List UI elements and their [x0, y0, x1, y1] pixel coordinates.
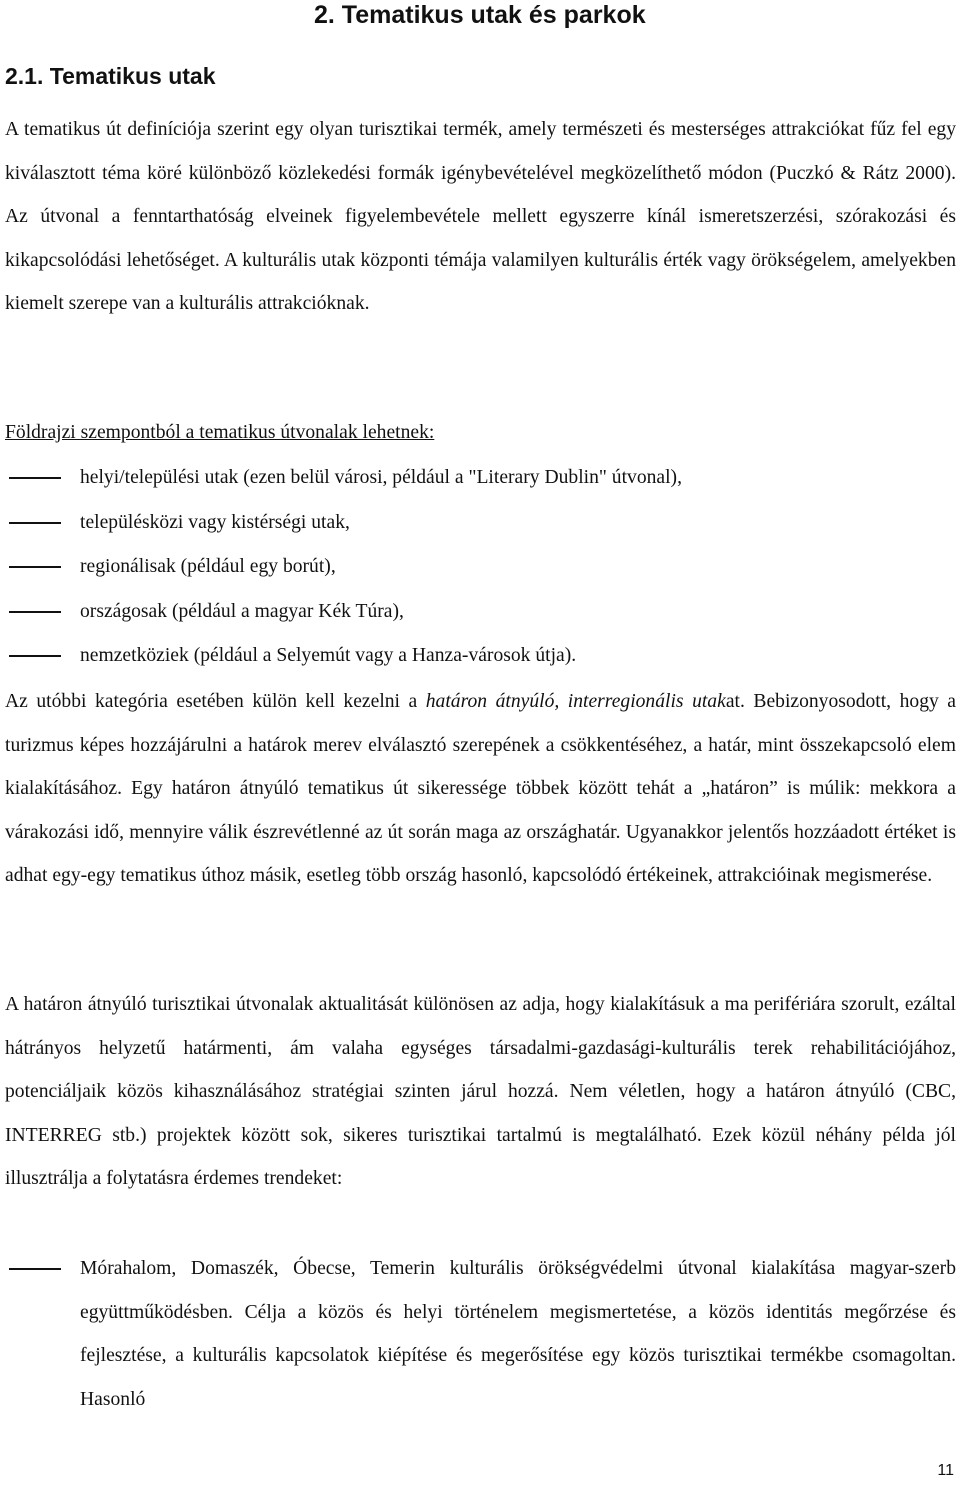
geo-route-list	[0, 456, 960, 679]
list-item-text: helyi/települési utak (ezen belül városi, például a "Literary Dublin" útvonal),	[80, 467, 682, 488]
dash-bullet	[9, 477, 61, 479]
page-number: 11	[937, 1462, 954, 1479]
dash-bullet	[9, 1268, 61, 1270]
list-item	[0, 456, 956, 501]
list-item-text: nemzetköziek (például a Selyemút vagy a Hanza-városok útja).	[80, 645, 577, 666]
list-item-text: Mórahalom, Domaszék, Óbecse, Temerin kulturális örökségvédelmi útvonal kialakítása magyar-szerb együttműködésben. Célja a közös és helyi történelem megismertetése, a közös identitás megőrzése és fejlesztése, a kulturális kapcsolatok kiépítése és megerősítése egy közös turisztikai termékbe csomagoltan. Hasonló	[80, 1258, 956, 1410]
dash-bullet	[9, 611, 61, 613]
dash-bullet	[9, 566, 61, 568]
list-item-text: regionálisak (például egy borút),	[80, 556, 336, 577]
list-item-text: településközi vagy kistérségi utak,	[80, 511, 350, 533]
cross-border-text-start: Az utóbbi kategória esetében külön kell kezelni a	[5, 691, 426, 712]
list-item	[0, 634, 956, 679]
paragraph-cross-border-routes: A határon átnyúló turisztikai útvonalak aktualitását különösen az adja, hogy kialakításuk a ma perifériára szorult, ezáltal hátrányos helyzetű határmenti, ám valaha egységes társadalmi-gazdasági-kulturális terek rehabilitációjához, potenciáljaik közös kihasználásához stratégiai szinten járul hozzá. Nem véletlen, hogy a határon átnyúló (CBC, INTERREG stb.) projektek között sok, sikeres turisztikai tartalmú is megtalálható. Ezek közül néhány példa jól illusztrálja a folytatásra érdemes trendeket:	[5, 994, 956, 1189]
list-item-text: országosak (például a magyar Kék Túra),	[80, 600, 404, 622]
list-item	[0, 590, 956, 635]
list-item	[0, 1247, 956, 1421]
geo-intro-text: Földrajzi szempontból a tematikus útvonalak lehetnek:	[5, 422, 435, 443]
paragraph-geo-intro	[5, 411, 956, 455]
cross-border-text-rest: at. Bebizonyosodott, hogy a turizmus képes hozzájárulni a határok merev elválasztó szerepének a csökkentéséhez, a határ, mint összekapcsoló elem kialakításához. Egy határon átnyúló tematikus út sikeressége többek között tehát a „határon” is múlik: mekkora a várakozási idő, mennyire válik észrevétlenné az út során maga az országhatár. Ugyanakkor jelentős hozzáadott értéket is adhat egy-egy tematikus úthoz másik, esetleg több ország hasonló, kapcsolódó értékeinek, attrakcióinak megismerése.	[5, 691, 957, 886]
example-list	[0, 1247, 960, 1421]
paragraph-cross-border	[5, 680, 956, 898]
dash-bullet	[9, 522, 61, 524]
list-item	[0, 501, 956, 546]
cross-border-emphasis: határon átnyúló, interregionális utak	[425, 691, 726, 712]
list-item	[0, 545, 956, 590]
paragraph-definition: A tematikus út definíciója szerint egy olyan turisztikai termék, amely természeti és mesterséges attrakciókat fűz fel egy kiválasztott téma köré különböző közlekedési formák igénybevételével megközelíthető módon (Puczkó & Rátz 2000). Az útvonal a fenntarthatóság elveinek figyelembevétele mellett egyszerre kínál ismeretszerzési, szórakozási és kikapcsolódási lehetőséget. A kulturális utak központi témája valamilyen kulturális érték vagy örökségelem, amelyekben kiemelt szerepe van a kulturális attrakcióknak.	[5, 119, 956, 314]
dash-bullet	[9, 655, 61, 657]
chapter-title: 2. Tematikus utak és parkok	[314, 1, 646, 29]
section-title: 2.1. Tematikus utak	[5, 63, 216, 89]
